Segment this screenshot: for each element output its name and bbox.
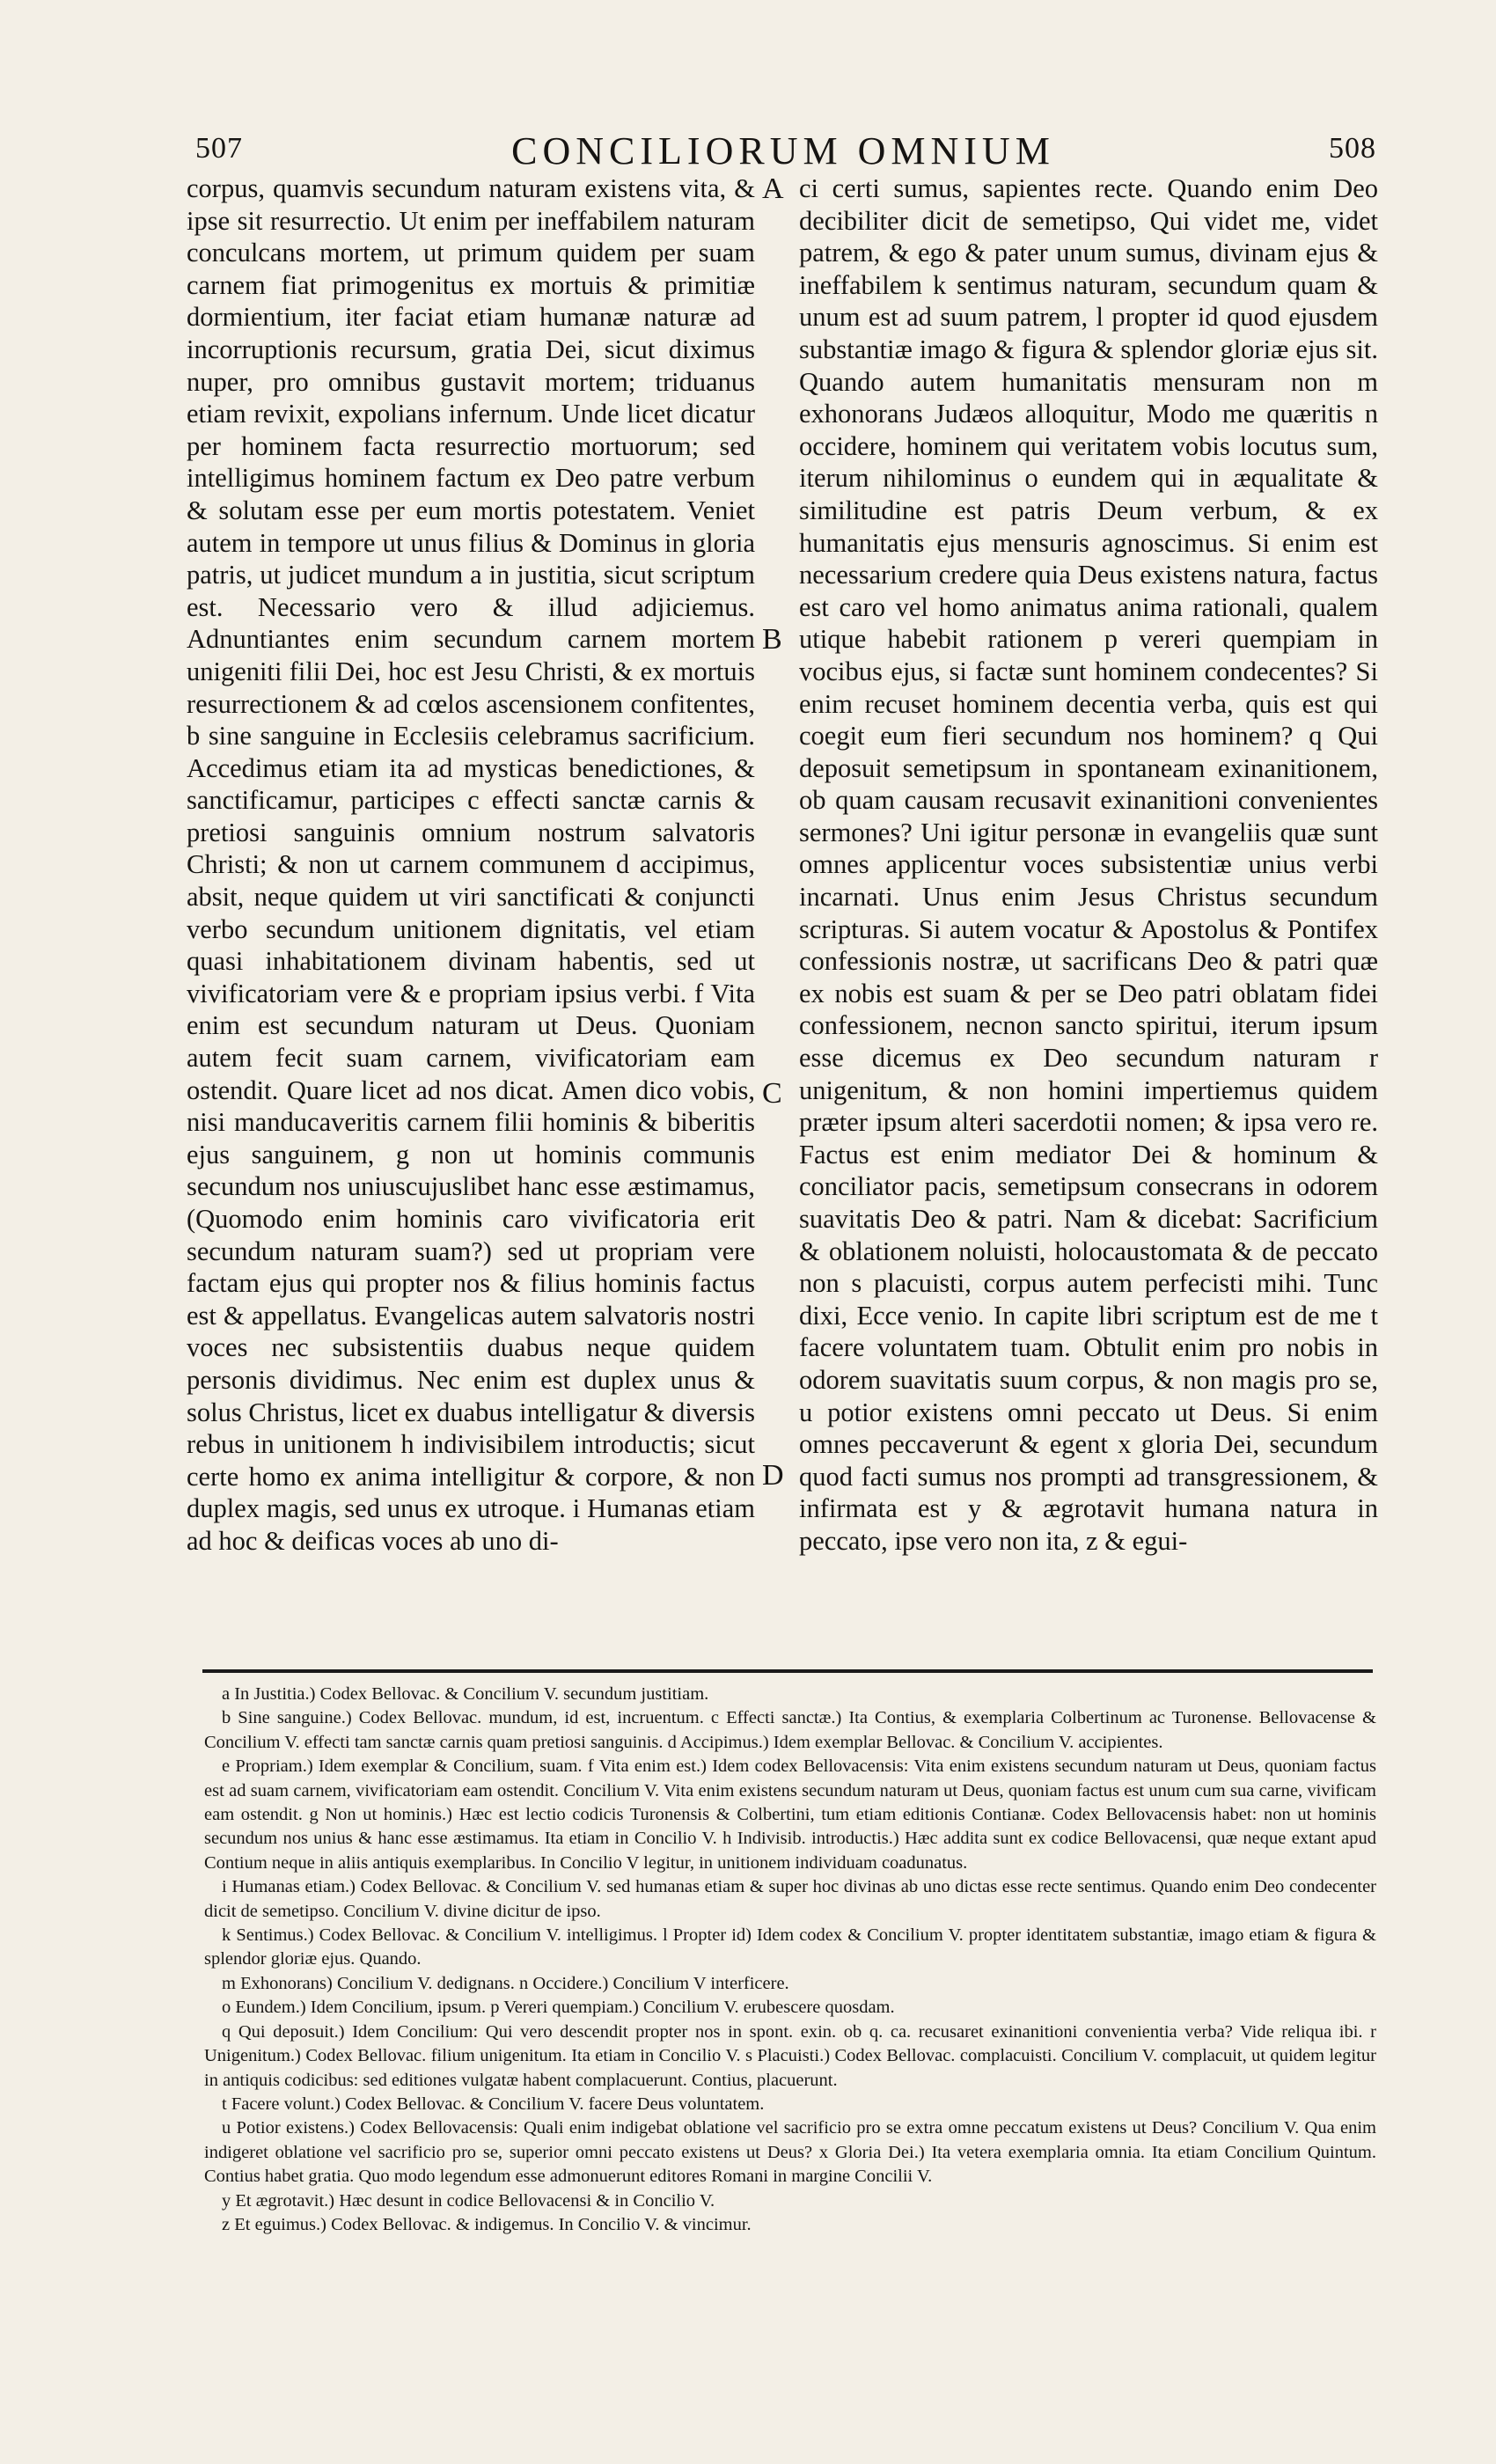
left-column-paragraph: corpus, quamvis secundum naturam existens vita, & ipse sit resurrectio. Ut enim per ineffabilem naturam conculcans mortem, ut primum quidem per suam carnem fiat primogenitus ex mortuis & primitiæ dormientium, iter faciat etiam humanæ naturæ ad incorruptionis recursum, gratia Dei, sicut diximus nuper, pro omnibus gustavit mortem; triduanus etiam revixit, expolians infernum. Unde licet dicatur per hominem facta resurrectio mortuorum; sed intelligimus hominem factum ex Deo patre verbum & solutam esse per eum mortis potestatem. Veniet autem in tempore ut unus filius & Dominus in gloria patris, ut judicet mundum a in justitia, sicut scriptum est. Necessario vero & illud adjiciemus. Adnuntiantes enim secundum carnem mortem unigeniti filii Dei, hoc est Jesu Christi, & ex mortuis resurrectionem & ad cœlos ascensionem confitentes, b sine sanguine in Ecclesiis celebramus sacrificium. Accedimus etiam ita ad mysticas benedictiones, & sanctificamur, participes c effecti sanctæ carnis & pretiosi sanguinis omnium nostrum salvatoris Christi; & non ut carnem communem d accipimus, absit, neque quidem ut viri sanctificati & conjuncti verbo secundum unitionem dignitatis, vel etiam quasi inhabitationem divinam habentis, sed ut vivificatoriam vere & e propriam ipsius verbi. f Vita enim est secundum naturam ut Deus. Quoniam autem fecit suam carnem, vivificatoriam eam ostendit. Quare licet ad nos dicat. Amen dico vobis, nisi manducaveritis carnem filii hominis & biberitis ejus sanguinem, g non ut hominis communis secundum nos uniuscujuslibet hanc esse æstimamus, (Quomodo enim hominis caro vivificatoria erit secundum naturam suam?) sed ut propriam vere factam ejus qui propter nos & filius hominis factus est & appellatus. Evangelicas autem salvatoris nostri voces nec subsistentiis duabus neque quidem personis dividimus. Nec enim est duplex unus & solus Christus, licet ex duabus intelligatur & diversis rebus in unitionem h indivisibilem introductis; sicut certe homo ex anima intelligitur & corpore, & non duplex magis, sed unus ex utroque. i Humanas etiam ad hoc & deificas voces ab uno di- bbox=[187, 173, 755, 1556]
footnote: e Propriam.) Idem exemplar & Concilium, suam. f Vita enim est.) Idem codex Bellovacensis: Vita enim existens secundum naturam ut Deus, quoniam factus est ad suam carnem, vivificatoriam eam ostendit. Concilium V. Vita enim existens secundum naturam ut Deus, quoniam factus est unum cum sua carne, vivificam eam ostendit. g Non ut hominis.) Hæc est lectio codicis Turonensis & Colbertini, tum etiam editionis Contianæ. Codex Bellovacensis habet: non ut hominis secundum nos unius & hanc esse æstimamus. Ita etiam in Concilio V. h Indivisib. introductis.) Hæc addita sunt ex codice Bellovacensi, quæ neque extant apud Contium neque in aliis antiquis exemplaribus. In Concilio V legitur, in unitionem individuam coadunatus. bbox=[204, 1756, 1376, 1873]
running-head: CONCILIORUM OMNIUM bbox=[511, 129, 1055, 172]
page-number-right: 508 bbox=[1329, 132, 1376, 165]
footnote: a In Justitia.) Codex Bellovac. & Concilium V. secundum justitiam. bbox=[222, 1684, 709, 1704]
right-column-paragraph: ci certi sumus, sapientes recte. Quando enim Deo decibiliter dicit de semetipso, Qui videt me, videt patrem, & ego & pater unum sumus, divinam ejus & ineffabilem k sentimus naturam, secundum quam & unum est ad suum patrem, l propter id quod ejusdem substantiæ imago & figura & splendor gloriæ ejus sit. Quando autem humanitatis mensuram non m exhonorans Judæos alloquitur, Modo me quæritis n occidere, hominem qui veritatem vobis locutus sum, iterum nihilominus o eundem qui in æqualitate & similitudine est patris Deum verbum, & ex humanitatis ejus mensuris agnoscimus. Si enim est necessarium credere quia Deus existens natura, factus est caro vel homo animatus anima rationali, qualem utique habebit rationem p vereri quempiam in vocibus ejus, si factæ sunt hominem condecentes? Si enim recuset hominem decentia verba, quis est qui coegit eum fieri secundum nos hominem? q Qui deposuit semetipsum in spontaneam exinanitionem, ob quam causam recusavit exinanitioni convenientes sermones? Uni igitur personæ in evangeliis quæ sunt omnes applicentur voces subsistentiæ unius verbi incarnati. Unus enim Jesus Christus secundum scripturas. Si autem vocatur & Apostolus & Pontifex confessionis nostræ, ut sacrificans Deo & patri quæ ex nobis est suam & per se Deo patri oblatam fidei confessionem, necnon sancto spiritui, iterum ipsum esse dicemus ex Deo secundum naturam r unigenitum, & non homini impertiemus quidem præter ipsum alteri sacerdotii nomen; & ipsa vero re. Factus est enim mediator Dei & hominum & conciliator pacis, semetipsum consecrans in odorem suavitatis Deo & patri. Nam & dicebat: Sacrificium & oblationem noluisti, holocaustomata & de peccato non s placuisti, corpus autem perfecisti mihi. Tunc dixi, Ecce venio. In capite libri scriptum est de me t facere voluntatem tuam. Obtulit enim pro nobis in odorem suavitatis suum corpus, & non magis pro se, u potior existens omni peccato ut Deus. Si enim omnes peccaverunt & egent x gloria Dei, secundum quod facti sumus nos prompti ad transgressionem, & infirmata est y & ægrotavit humana natura in peccato, ipse vero non ita, z & egui- bbox=[799, 173, 1378, 1556]
footnote-separator-rule bbox=[202, 1669, 1373, 1673]
footnote: y Et ægrotavit.) Hæc desunt in codice Bellovacensi & in Concilio V. bbox=[222, 2190, 715, 2211]
footnote: u Potior existens.) Codex Bellovacensis: Quali enim indigebat oblatione vel sacrificio pro se extra omne peccatum existens ut Deus? Concilium V. Qua enim indigeret oblatione vel sacrificio pro se, superior omni peccato existens ut Deus? x Gloria Dei.) Ita vetera exemplaria omnia. Ita etiam Concilium Quintum. Contius habet gratia. Quo modo legendum esse admonuerunt editores Romani in margine Concilii V. bbox=[204, 2118, 1376, 2187]
left-column-text bbox=[187, 172, 755, 1668]
margin-marker-b: B bbox=[762, 623, 782, 656]
footnote: o Eundem.) Idem Concilium, ipsum. p Vereri quempiam.) Concilium V. erubescere quosdam. bbox=[222, 1998, 895, 2018]
margin-marker-d: D bbox=[762, 1459, 784, 1492]
footnotes bbox=[204, 1683, 1376, 2237]
footnote: i Humanas etiam.) Codex Bellovac. & Concilium V. sed humanas etiam & super hoc divinas ab uno dictas esse recte sentimus. Quando enim Deo condecenter dicit de semetipso. Concilium V. divine dicitur de ipso. bbox=[204, 1877, 1376, 1921]
margin-marker-a: A bbox=[762, 172, 784, 205]
footnote: m Exhonorans) Concilium V. dedignans. n Occidere.) Concilium V interficere. bbox=[222, 1973, 789, 1993]
margin-marker-c: C bbox=[762, 1077, 782, 1110]
footnote: z Et eguimus.) Codex Bellovac. & indigemus. In Concilio V. & vincimur. bbox=[222, 2214, 752, 2234]
footnote: k Sentimus.) Codex Bellovac. & Concilium V. intelligimus. l Propter id) Idem codex & Concilium V. propter identitatem substantiæ, imago etiam & figura & splendor gloriæ ejus. Quando. bbox=[204, 1925, 1376, 1969]
page-number-left: 507 bbox=[195, 132, 243, 165]
footnote: b Sine sanguine.) Codex Bellovac. mundum, id est, incruentum. c Effecti sanctæ.) Ita Contius, & exemplaria Colbertinum ac Turonense. Bellovacense & Concilium V. effecti tam sanctæ carnis quam pretiosi sanguinis. d Accipimus.) Idem exemplar Bellovac. & Concilium V. accipientes. bbox=[204, 1708, 1376, 1752]
right-column-text bbox=[799, 172, 1378, 1668]
footnote: t Facere volunt.) Codex Bellovac. & Concilium V. facere Deus voluntatem. bbox=[222, 2094, 765, 2114]
footnote: q Qui deposuit.) Idem Concilium: Qui vero descendit propter nos in spont. exin. ob q. ca. recusaret exinanitioni convenientia verba? Vide reliqua ibi. r Unigenitum.) Codex Bellovac. filium unigenitum. Ita etiam in Concilio V. s Placuisti.) Codex Bellovac. complacuisti. Concilium V. complacuit, ut quidem legitur in antiquis codicibus: sed editiones vulgatæ habent complacuerunt. Contius, placuerunt. bbox=[204, 2021, 1376, 2090]
